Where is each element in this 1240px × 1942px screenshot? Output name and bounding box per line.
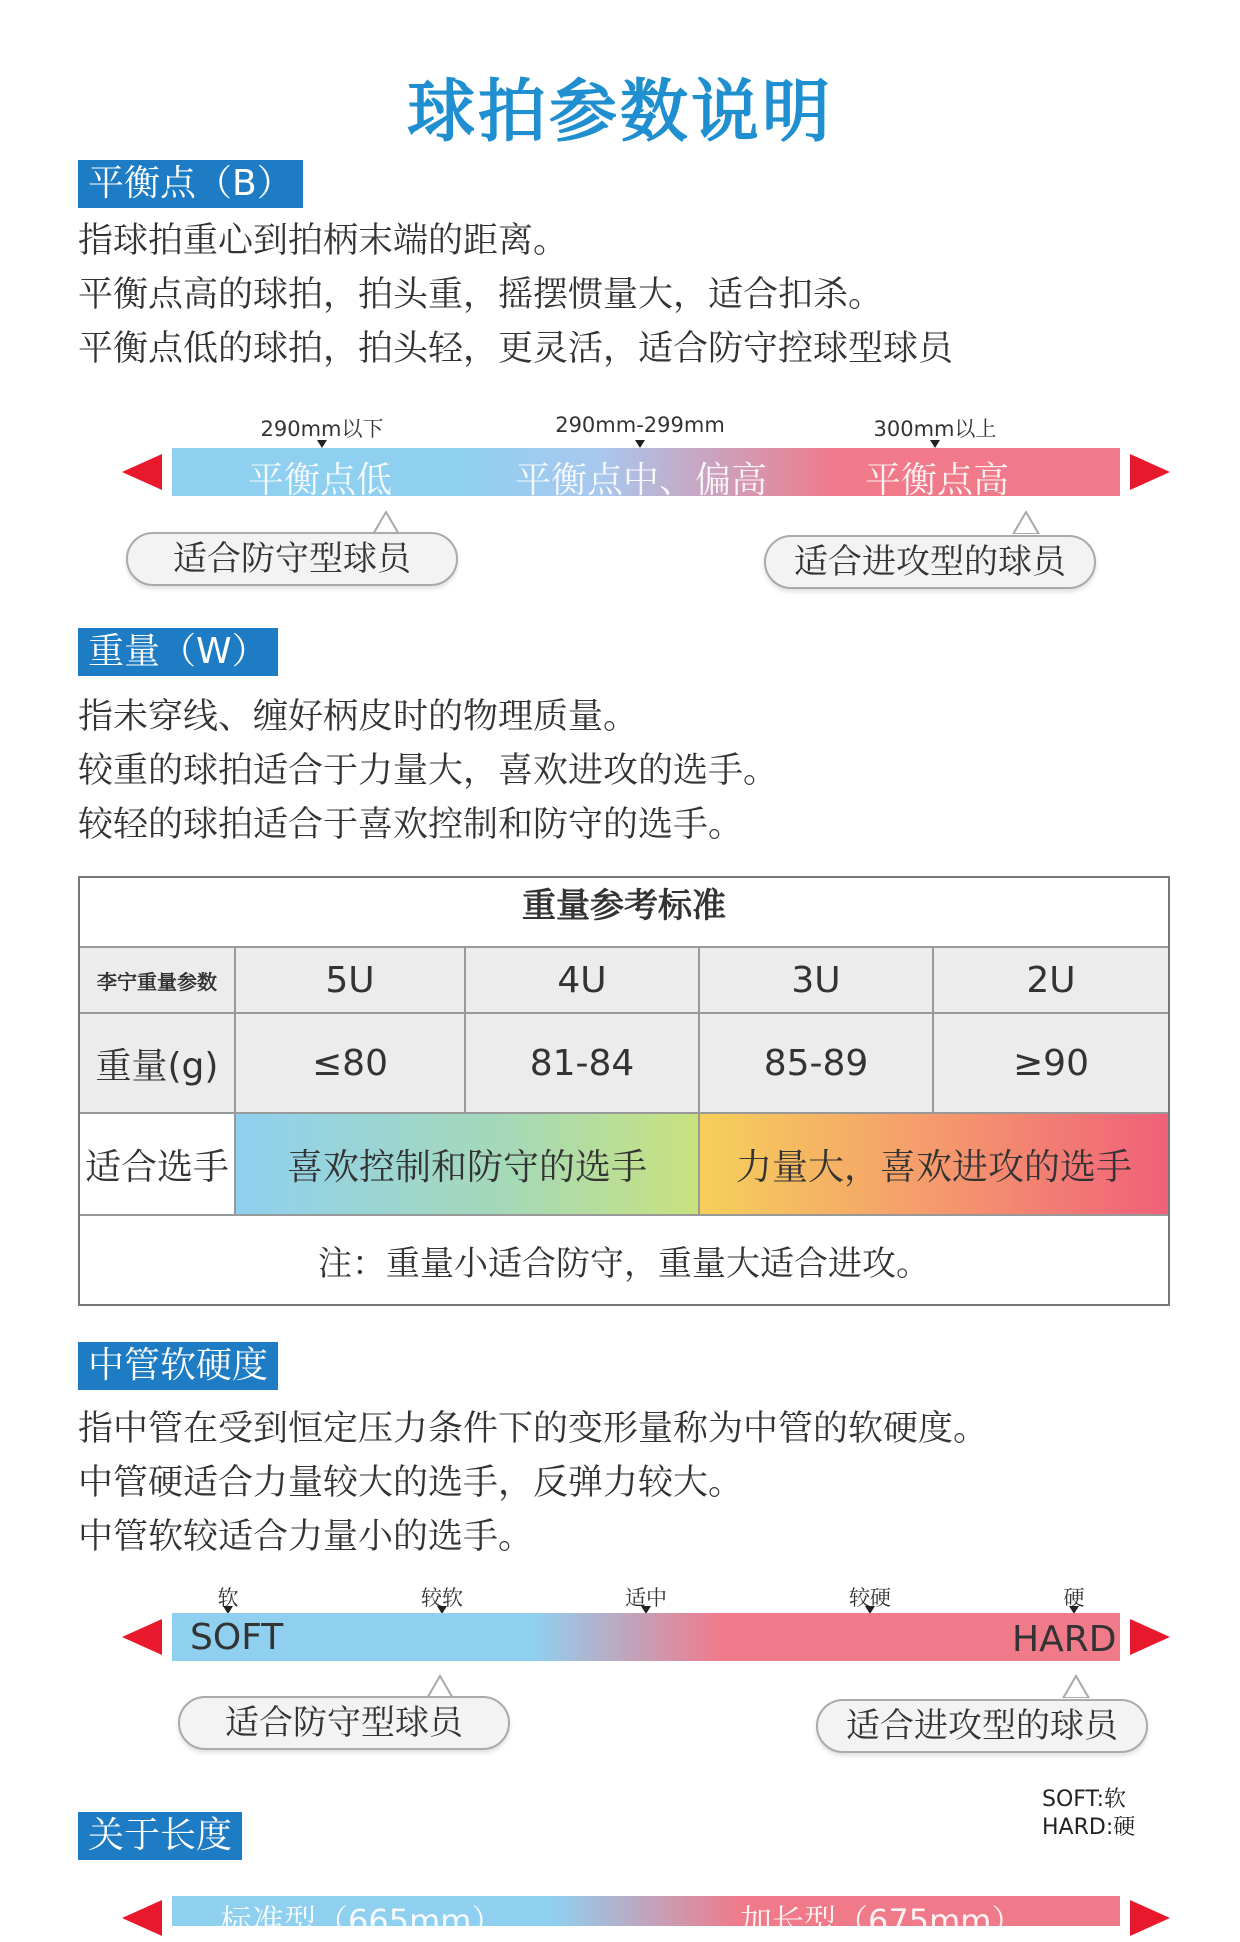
weight-5u: ≤80 (234, 1014, 464, 1112)
balance-tick-low: 290mm以下 (260, 417, 384, 441)
arrow-right-icon (1130, 1619, 1170, 1655)
stiffness-line-3: 中管软较适合力量小的选手。 (78, 1517, 534, 1557)
balance-section-tag: 平衡点（B） (78, 160, 303, 208)
stiffness-tick-stiff: 硬 (1063, 1586, 1085, 1610)
stiffness-scale-bar (172, 1613, 1120, 1661)
hard-label: HARD (1012, 1619, 1117, 1660)
table-title: 重量参考标准 (522, 886, 726, 926)
balance-pill-offensive: 适合进攻型的球员 (764, 535, 1096, 589)
weight-line-1: 指未穿线、缠好柄皮时的物理质量。 (78, 697, 639, 737)
balance-bar-label-high: 平衡点高 (865, 460, 1010, 501)
table-row (80, 1112, 1168, 1214)
stiffness-tick-medium: 适中 (625, 1586, 667, 1610)
pointer-up-icon (372, 510, 400, 534)
weight-reference-table (78, 876, 1170, 1306)
pointer-up-icon (1062, 1674, 1090, 1698)
legend-hard: HARD:硬 (1042, 1815, 1136, 1840)
table-title-row (80, 878, 1168, 946)
stiffness-line-2: 中管硬适合力量较大的选手，反弹力较大。 (78, 1463, 744, 1503)
table-note: 注：重量小适合防守，重量大适合进攻。 (318, 1243, 930, 1284)
length-bar-label-standard: 标准型（665mm） (220, 1902, 504, 1940)
weight-4u: 81-84 (464, 1014, 698, 1112)
weight-2u: ≥90 (932, 1014, 1168, 1112)
balance-bar-label-mid: 平衡点中、偏高 (515, 460, 768, 501)
tick-marker-icon (635, 440, 645, 448)
table-note-row (80, 1214, 1168, 1304)
weight-line-3: 较轻的球拍适合于喜欢控制和防守的选手。 (78, 805, 744, 845)
stiffness-description (78, 1402, 988, 1564)
balance-tick-mid: 290mm-299mm (555, 413, 725, 437)
soft-hard-legend (1042, 1786, 1135, 1842)
stiffness-tick-rather-stiff: 较硬 (849, 1586, 891, 1610)
balance-bar-label-low: 平衡点低 (248, 460, 393, 501)
balance-line-1: 指球拍重心到拍柄末端的距离。 (78, 221, 569, 261)
arrow-right-icon (1130, 1900, 1170, 1936)
stiffness-pill-offensive: 适合进攻型的球员 (816, 1699, 1148, 1753)
balance-tick-high: 300mm以上 (873, 417, 997, 441)
table-head-label: 李宁重量参数 (80, 948, 234, 1012)
weight-section-tag: 重量（W） (78, 628, 278, 676)
grade-2u: 2U (932, 948, 1168, 1012)
table-row (80, 1012, 1168, 1112)
pointer-up-icon (1012, 510, 1040, 534)
balance-line-3: 平衡点低的球拍，拍头轻，更灵活，适合防守控球型球员 (78, 329, 954, 369)
legend-soft: SOFT:软 (1042, 1787, 1126, 1812)
weight-label: 重量(g) (80, 1014, 234, 1112)
grade-5u: 5U (234, 948, 464, 1012)
balance-pill-defensive: 适合防守型球员 (126, 532, 458, 586)
weight-line-2: 较重的球拍适合于力量大，喜欢进攻的选手。 (78, 751, 779, 791)
arrow-right-icon (1130, 454, 1170, 490)
fit-light-players: 喜欢控制和防守的选手 (234, 1114, 698, 1214)
balance-line-2: 平衡点高的球拍，拍头重，摇摆惯量大，适合扣杀。 (78, 275, 884, 315)
tick-marker-icon (317, 440, 327, 448)
balance-description (78, 214, 953, 376)
stiffness-tick-rather-soft: 较软 (421, 1586, 463, 1610)
length-bar-label-long: 加长型（675mm） (740, 1902, 1024, 1940)
length-section-tag: 关于长度 (78, 1812, 242, 1860)
arrow-left-icon (122, 1619, 162, 1655)
grade-3u: 3U (698, 948, 932, 1012)
weight-description (78, 690, 778, 852)
arrow-left-icon (122, 1900, 162, 1936)
fit-heavy-players: 力量大，喜欢进攻的选手 (698, 1114, 1168, 1214)
table-row (80, 946, 1168, 1012)
weight-3u: 85-89 (698, 1014, 932, 1112)
stiffness-section-tag: 中管软硬度 (78, 1342, 278, 1390)
grade-4u: 4U (464, 948, 698, 1012)
fit-label: 适合选手 (84, 1146, 229, 1188)
pointer-up-icon (426, 1674, 454, 1698)
stiffness-line-1: 指中管在受到恒定压力条件下的变形量称为中管的软硬度。 (78, 1409, 989, 1449)
page-title: 球拍参数说明 (406, 73, 833, 152)
arrow-left-icon (122, 454, 162, 490)
tick-marker-icon (930, 440, 940, 448)
stiffness-pill-defensive: 适合防守型球员 (178, 1696, 510, 1750)
soft-label: SOFT (190, 1617, 284, 1658)
stiffness-tick-soft: 软 (217, 1586, 239, 1610)
